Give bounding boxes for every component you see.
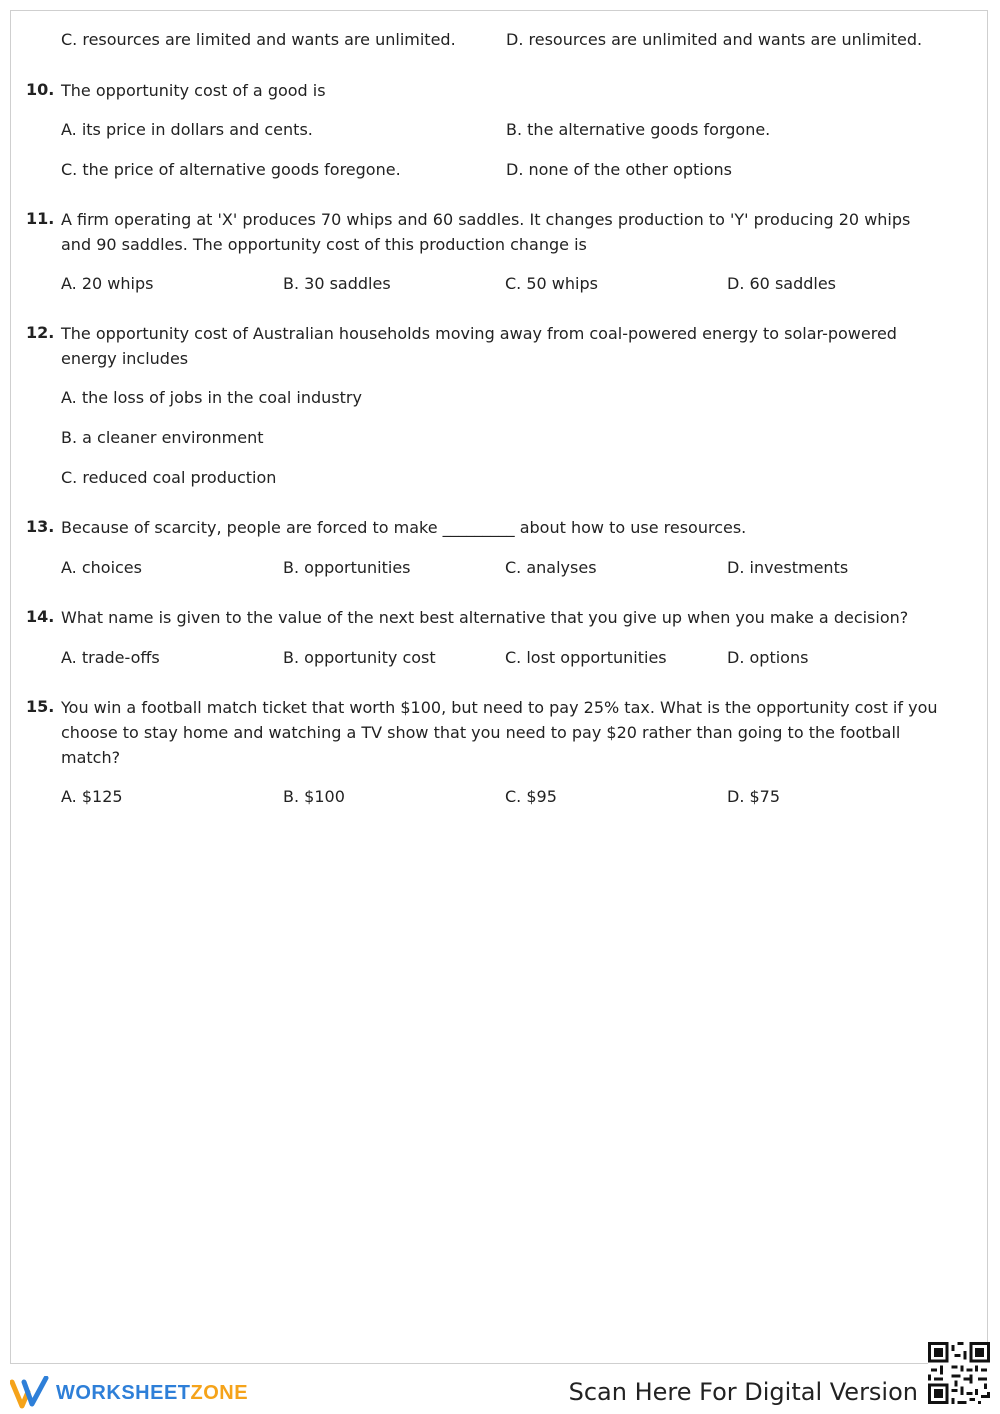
q9-options-row <box>26 28 956 52</box>
q14-option-c: C. lost opportunities <box>505 648 667 667</box>
scan-here-label: Scan Here For Digital Version <box>568 1378 918 1406</box>
q14-option-b: B. opportunity cost <box>283 648 436 667</box>
page-footer <box>0 1366 1000 1414</box>
question-text: A firm operating at 'X' produces 70 whips and 60 saddles. It changes production to 'Y' producing 20 whips and 90 saddles. The opportunity cost of this production change is <box>61 210 911 254</box>
q13-options-row <box>26 556 956 580</box>
question-number: 15. <box>26 697 55 716</box>
q12-option-b-row <box>26 426 956 450</box>
question-text: You win a football match ticket that worth $100, but need to pay 25% tax. What is the opportunity cost if you choose to stay home and watching a TV show that you need to pay $20 rather than going to the football match? <box>61 698 938 767</box>
question-text: The opportunity cost of a good is <box>61 81 326 100</box>
question-10 <box>26 78 956 103</box>
worksheetzone-check-icon <box>10 1376 50 1410</box>
question-number: 14. <box>26 607 55 626</box>
q15-options-row <box>26 785 956 809</box>
q11-option-a: A. 20 whips <box>61 274 154 293</box>
question-number: 12. <box>26 323 55 342</box>
q13-option-c: C. analyses <box>505 558 597 577</box>
question-12 <box>26 321 956 371</box>
question-number: 10. <box>26 80 55 99</box>
q12-option-c: C. reduced coal production <box>61 468 277 487</box>
question-11 <box>26 207 956 257</box>
q15-option-d: D. $75 <box>727 787 781 806</box>
q11-option-d: D. 60 saddles <box>727 274 837 293</box>
question-number: 13. <box>26 517 55 536</box>
q13-option-d: D. investments <box>727 558 849 577</box>
q13-option-a: A. choices <box>61 558 142 577</box>
q12-option-b: B. a cleaner environment <box>61 428 264 447</box>
q10-options-row-2 <box>26 158 956 182</box>
question-number: 11. <box>26 209 55 228</box>
q12-option-a-row <box>26 386 956 410</box>
logo-text-worksheet: WORKSHEET <box>56 1381 191 1404</box>
qr-code-icon[interactable] <box>928 1342 990 1404</box>
q10-option-c: C. the price of alternative goods foregone. <box>61 160 401 179</box>
question-text: What name is given to the value of the next best alternative that you give up when you make a decision? <box>61 608 909 627</box>
q15-option-b: B. $100 <box>283 787 345 806</box>
q10-option-d: D. none of the other options <box>506 160 732 179</box>
q9-option-c: C. resources are limited and wants are unlimited. <box>61 30 456 49</box>
q12-option-c-row <box>26 466 956 490</box>
q10-option-b: B. the alternative goods forgone. <box>506 120 771 139</box>
question-13 <box>26 515 956 540</box>
question-14 <box>26 605 956 630</box>
q11-option-b: B. 30 saddles <box>283 274 391 293</box>
logo-text-zone: ZONE <box>190 1381 249 1404</box>
q15-option-a: A. $125 <box>61 787 123 806</box>
q9-option-d: D. resources are unlimited and wants are unlimited. <box>506 30 923 49</box>
q10-options-row-1 <box>26 118 956 142</box>
question-text: The opportunity cost of Australian households moving away from coal-powered energy to solar-powered energy includes <box>61 324 897 368</box>
q10-option-a: A. its price in dollars and cents. <box>61 120 313 139</box>
q14-options-row <box>26 646 956 670</box>
worksheet-content <box>26 28 956 809</box>
q14-option-d: D. options <box>727 648 809 667</box>
q11-options-row <box>26 272 956 296</box>
worksheetzone-logo[interactable] <box>10 1376 248 1410</box>
q14-option-a: A. trade-offs <box>61 648 160 667</box>
q12-option-a: A. the loss of jobs in the coal industry <box>61 388 362 407</box>
q15-option-c: C. $95 <box>505 787 557 806</box>
question-15 <box>26 695 956 770</box>
q13-option-b: B. opportunities <box>283 558 411 577</box>
question-text: Because of scarcity, people are forced to make _________ about how to use resources. <box>61 518 747 537</box>
q11-option-c: C. 50 whips <box>505 274 598 293</box>
